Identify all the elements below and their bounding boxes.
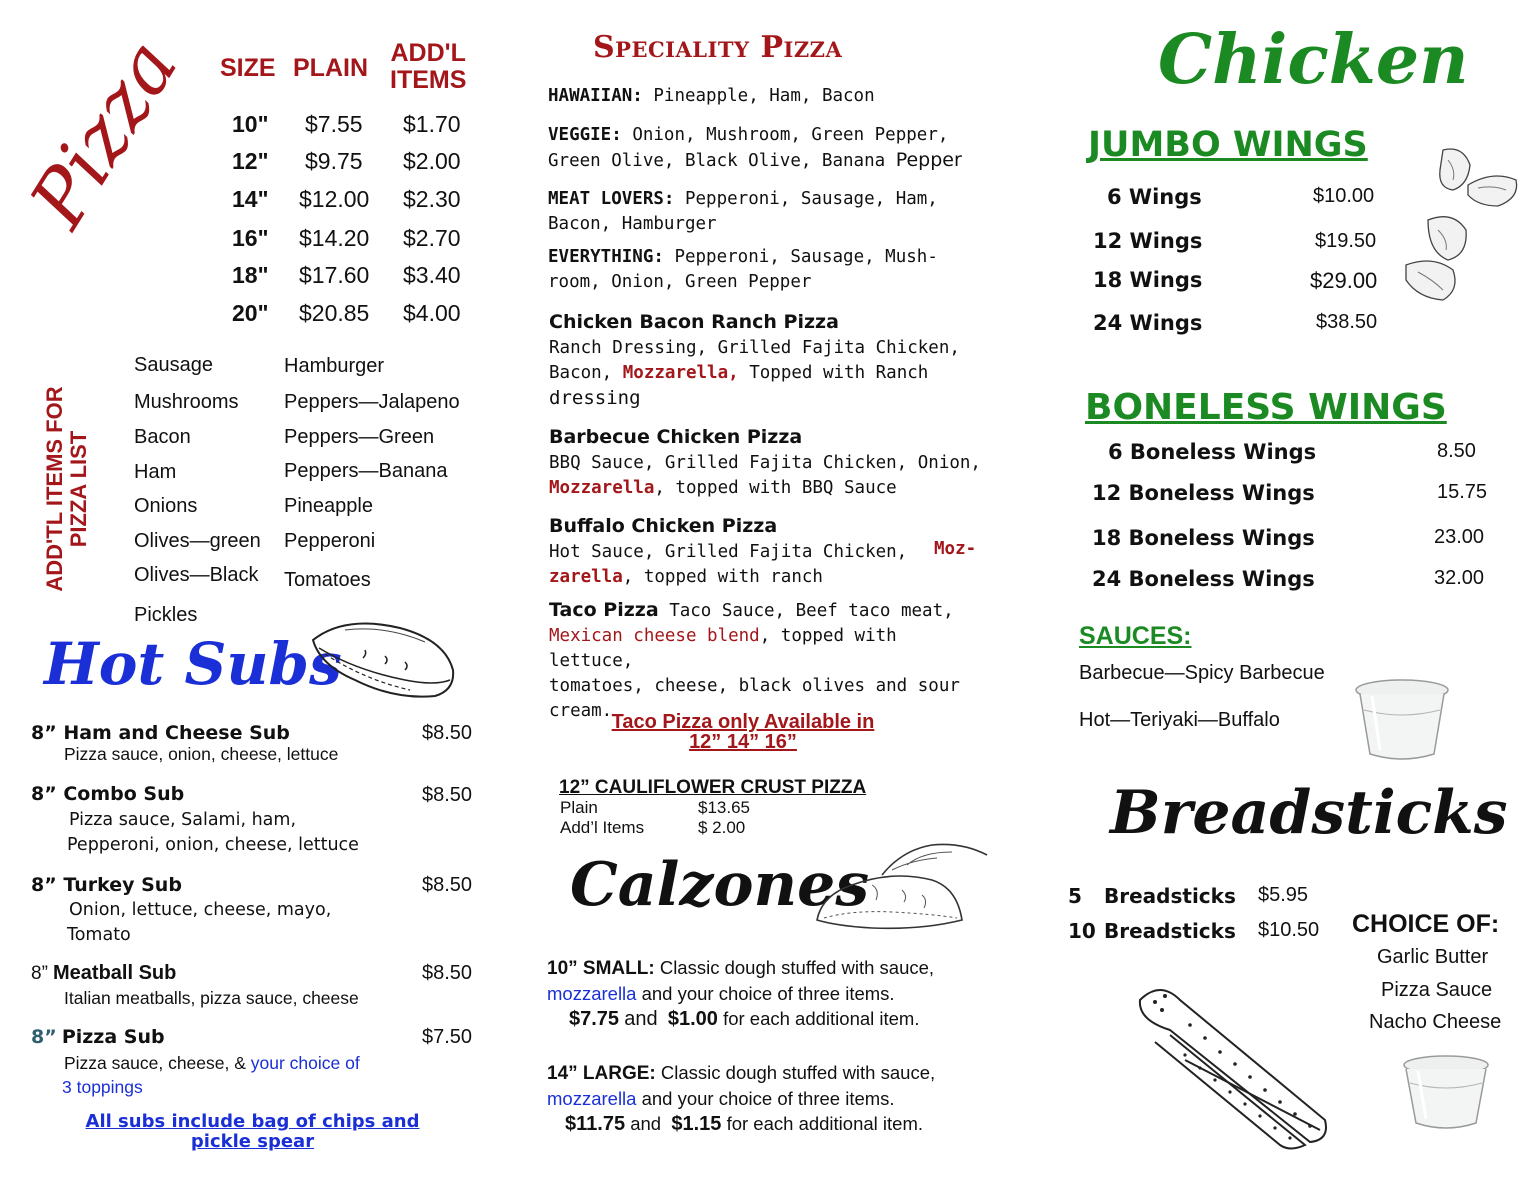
sub-price: $8.50 [422,722,473,744]
pizza-plain-price: $20.85 [299,300,370,326]
pizza-header-addl [390,40,466,94]
speciality-desc: Ranch Dressing, Grilled Fajita Chicken, [549,338,960,358]
sub-desc: Pizza sauce, Salami, ham, [69,810,297,830]
calzone-small [547,955,934,1032]
speciality-name: HAWAIIAN: [548,86,643,106]
speciality-desc: BBQ Sauce, Grilled Fajita Chicken, Onion, [549,453,981,473]
cauliflower-plain-label: Plain [560,798,598,817]
chicken-title: Chicken [1158,20,1469,100]
calzone-and: and [630,1113,662,1134]
sauce-cup-icon [1400,1053,1492,1133]
pizza-size: 14" [232,186,269,212]
taco-availability-note [583,712,903,752]
speciality-desc: tomatoes, cheese, black olives and sour [549,676,960,696]
speciality-desc: Pepperoni, Sausage, Ham, [684,189,938,209]
sub-sandwich-art [305,610,460,705]
speciality-name: Barbecue Chicken Pizza [549,426,803,448]
wing-price: $29.00 [1310,268,1378,293]
wing-name: 12 Boneless Wings [1092,481,1315,505]
sub-desc: Onion, lettuce, cheese, mayo, [69,900,332,920]
choice-item: Garlic Butter [1377,946,1489,968]
speciality-buffalo-chicken [549,514,989,590]
calzone-desc: and your choice of three items. [641,1088,895,1109]
calzone-mozzarella: mozzarella [547,1088,637,1109]
topping-item: Ham [134,461,177,483]
sub-desc: Pepperoni, onion, cheese, lettuce [67,835,359,855]
wing-name: 18 Wings [1093,268,1203,292]
calzone-addl-price: $1.00 [667,1008,718,1030]
cauliflower-plain-price: $13.65 [698,798,750,817]
sauces-title: SAUCES: [1079,622,1192,650]
sauces-line: Hot—Teriyaki—Buffalo [1079,709,1280,731]
topping-item: Peppers—Green [284,426,435,448]
choice-of-title: CHOICE OF: [1352,910,1500,938]
speciality-name: MEAT LOVERS: [548,189,675,209]
breadstick-name: Breadsticks [1104,884,1236,908]
speciality-title: Speciality Pizza [593,30,843,65]
speciality-desc: Bacon, [549,363,613,383]
pizza-addl-price: $3.40 [403,262,461,288]
topping-item: Hamburger [284,355,385,377]
pizza-header-addl-line1: ADD'L [390,39,466,67]
topping-item: Mushrooms [134,391,239,413]
wing-name: 18 Boneless Wings [1092,526,1315,550]
addl-items-label-line1: ADD'TL ITEMS FOR [42,386,67,592]
calzone-desc: Classic dough stuffed with sauce, [659,957,935,978]
topping-item: Pickles [134,604,198,626]
chicken-wings-art [1398,140,1528,310]
speciality-taco [549,598,989,724]
speciality-name: Buffalo Chicken Pizza [549,515,778,537]
topping-item: Bacon [134,426,191,448]
breadstick-name: Breadsticks [1104,919,1236,943]
sub-name-row [31,1026,165,1048]
pizza-addl-price: $1.70 [403,111,461,137]
calzone-mozzarella: mozzarella [547,983,637,1004]
sub-desc-text: Pizza sauce, cheese, & [64,1053,246,1073]
calzone-addl-text: for each additional item. [726,1113,923,1134]
pizza-addl-price: $4.00 [403,300,461,326]
speciality-desc: Topped with Ranch [749,363,929,383]
sauces-line: Barbecue—Spicy Barbecue [1079,662,1325,684]
wing-price: 23.00 [1434,526,1485,548]
addl-items-vertical-label [43,344,91,634]
sub-name: 8” Turkey Sub [31,874,182,896]
wing-name: 24 Boneless Wings [1092,567,1315,591]
calzone-size-label: 10” SMALL: [547,958,655,979]
pizza-size: 18" [232,262,269,288]
speciality-desc: Taco Sauce, Beef taco meat, [669,601,954,621]
speciality-desc: Pepper [895,149,962,171]
speciality-mozzarella: Mozzarella, [622,363,739,383]
sub-name: Pizza Sub [61,1026,165,1048]
pizza-header-size: SIZE [220,54,276,82]
speciality-chicken-bacon-ranch [549,310,989,412]
pizza-plain-price: $9.75 [305,148,363,174]
pizza-plain-price: $7.55 [305,111,363,137]
pizza-size: 10" [232,111,269,137]
calzones-title: Calzones [570,850,870,920]
sub-desc: Tomato [67,925,131,945]
wing-name: 24 Wings [1093,311,1203,335]
cauliflower-title: 12” CAULIFLOWER CRUST PIZZA [559,777,867,798]
speciality-desc: Pepperoni, Sausage, Mush- [674,247,938,267]
sub-desc: Italian meatballs, pizza sauce, cheese [64,988,359,1008]
calzone-addl-price: $1.15 [671,1113,722,1135]
pizza-size: 16" [232,225,269,251]
cauliflower-addl-label: Add’l Items [560,818,645,837]
pizza-size: 12" [232,148,269,174]
wing-price: $19.50 [1315,230,1377,252]
choice-item: Pizza Sauce [1381,979,1493,1001]
breadstick-qty: 5 [1068,884,1082,908]
sub-price: $8.50 [422,784,473,806]
calzone-size-label: 14” LARGE: [547,1063,656,1084]
pizza-addl-price: $2.00 [403,148,461,174]
wing-name: 12 Wings [1093,229,1203,253]
topping-item: Tomatoes [284,569,371,591]
speciality-desc: room, Onion, Green Pepper [548,272,812,292]
speciality-taco-cheese: Mexican cheese blend [549,626,760,646]
subs-footnote [70,1112,435,1152]
pizza-size: 20" [232,300,269,326]
subs-footnote-line1: All subs include bag of chips and [85,1111,420,1132]
pizza-header-plain: PLAIN [293,54,368,82]
speciality-desc: , topped with BBQ Sauce [654,478,897,498]
speciality-mozzarella: Moz- [934,539,977,559]
wing-price: $10.00 [1313,185,1375,207]
speciality-desc: dressing [549,387,641,409]
sub-size-prefix: 8” [31,1026,57,1048]
sub-desc-highlight: 3 toppings [62,1077,143,1097]
speciality-desc: , topped with lettuce, [549,626,897,671]
jumbo-wings-title: JUMBO WINGS [1088,125,1368,165]
calzone-desc: and your choice of three items. [641,983,895,1004]
wing-name: 6 Boneless Wings [1108,440,1317,464]
sub-desc: Pizza sauce, onion, cheese, lettuce [64,744,339,764]
topping-item: Peppers—Jalapeno [284,391,460,413]
speciality-hawaiian [548,84,988,109]
topping-item: Peppers—Banana [284,460,448,482]
taco-note-line2: 12” 14” 16” [689,731,797,753]
speciality-mozzarella: zarella [549,567,623,587]
topping-item: Sausage [134,354,213,376]
calzone-desc: Classic dough stuffed with sauce, [660,1062,936,1083]
sub-name: 8” Combo Sub [31,783,185,805]
calzone-and: and [624,1008,658,1030]
calzone-addl-text: for each additional item. [723,1008,920,1029]
speciality-veggie [548,123,988,174]
speciality-desc: cream. [549,701,613,721]
wing-price: $38.50 [1316,311,1378,333]
calzone-price: $7.75 [569,1008,620,1030]
sub-name: Meatball Sub [53,962,177,984]
speciality-name: VEGGIE: [548,125,622,145]
topping-item: Pineapple [284,495,373,517]
breadsticks-art [1130,980,1340,1150]
sub-price: $8.50 [422,874,473,896]
speciality-name: Chicken Bacon Ranch Pizza [549,311,839,333]
speciality-desc: , topped with ranch [622,567,823,587]
taco-note-line1: Taco Pizza only Available in [611,711,875,733]
choice-item: Nacho Cheese [1369,1011,1502,1033]
topping-item: Onions [134,495,198,517]
sub-desc [64,1053,360,1074]
breadstick-price: $5.95 [1258,884,1309,906]
calzone-price: $11.75 [565,1113,626,1135]
speciality-desc: Bacon, Hamburger [548,214,717,234]
wing-price: 32.00 [1434,567,1485,589]
sub-name-row [31,962,176,985]
speciality-name: Taco Pizza [549,599,659,621]
sub-name: 8” Ham and Cheese Sub [31,722,290,744]
breadstick-price: $10.50 [1258,919,1320,941]
pizza-header-addl-line2: ITEMS [390,66,467,94]
sub-price: $7.50 [422,1026,473,1048]
pizza-plain-price: $17.60 [299,262,370,288]
calzone-large [547,1060,935,1137]
wing-price: 8.50 [1437,440,1476,462]
topping-item: Olives—Black [134,564,259,586]
speciality-mozzarella: Mozzarella [549,478,655,498]
pizza-addl-price: $2.30 [403,186,461,212]
breadsticks-title: Breadsticks [1110,778,1508,848]
sub-desc-highlight: your choice of [250,1053,360,1073]
pizza-plain-price: $12.00 [299,186,370,212]
calzone-art [812,840,992,930]
speciality-name: EVERYTHING: [548,247,664,267]
speciality-desc: Green Olive, Black Olive, Banana [548,151,886,171]
wing-name: 6 Wings [1107,185,1202,209]
breadstick-qty: 10 [1068,919,1096,943]
pizza-addl-price: $2.70 [403,225,461,251]
speciality-desc: Onion, Mushroom, Green Pepper, [632,125,949,145]
addl-items-label-line2: PIZZA LIST [66,430,91,548]
sauce-cup-icon [1352,676,1452,764]
topping-item: Pepperoni [284,530,376,552]
sub-price: $8.50 [422,962,473,984]
speciality-desc: Hot Sauce, Grilled Fajita Chicken, [549,542,908,562]
subs-footnote-line2: pickle spear [190,1131,315,1152]
topping-item: Olives—green [134,530,261,552]
speciality-barbecue-chicken [549,425,989,501]
pizza-plain-price: $14.20 [299,225,370,251]
speciality-everything [548,245,988,295]
cauliflower-addl-price: $ 2.00 [698,818,746,837]
speciality-desc: Pineapple, Ham, Bacon [653,86,875,106]
boneless-wings-title: BONELESS WINGS [1085,387,1447,428]
speciality-meat-lovers [548,187,988,237]
sub-size-prefix: 8” [31,963,48,984]
hot-subs-title: Hot Subs [44,630,342,698]
pizza-title: Pizza [12,24,195,242]
wing-price: 15.75 [1437,481,1488,503]
